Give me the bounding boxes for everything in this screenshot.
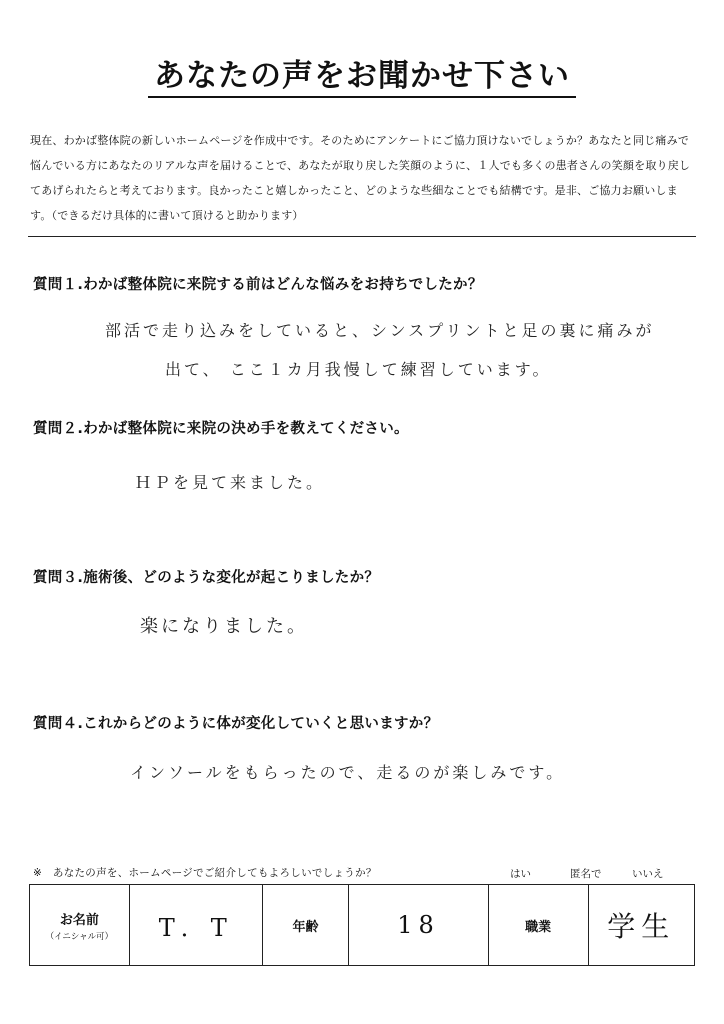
consent-option-yes[interactable]: はい [510,868,531,880]
intro-text: 現在、わかば整体院の新しいホームページを作成中です。そのためにアンケートにご協力頂けないでしょうか？あなたと同じ痛みで悩んでいる方にあなたのリアルな声を届けることで、あなたが取り戻した笑顔のように、１人でも多くの患者さんの笑顔を取り戻してあげられたらと考えております。良かったこと嬉しかったこと、どのような些細なことでも結構です。是非、ご協力お願いします。（できるだけ具体的に書いて頂けると助かります） [30,134,691,222]
age-value: 18 [397,911,440,939]
job-label-cell [488,885,588,966]
divider [28,236,696,237]
job-value: 学生 [607,910,676,943]
question-3-answer: 楽になりました。 [140,616,308,637]
question-1-answer-line-2: 出て、 ここ１カ月我慢して練習しています。 [165,360,552,379]
question-2-answer: ＨＰを見て来ました。 [135,473,326,492]
consent-option-no[interactable]: いいえ [632,868,664,880]
age-value-cell[interactable] [349,885,488,966]
age-label-cell [262,885,349,966]
name-value-cell[interactable] [129,885,262,966]
job-label: 職業 [525,919,552,935]
age-label: 年齢 [292,919,319,935]
consent-note: ※ あなたの声を、ホームページでご紹介してもよろしいでしょうか？ [33,867,377,879]
name-label: お名前 [59,912,99,928]
job-value-cell[interactable] [588,885,694,966]
name-sub-label: （イニシャル可） [45,931,114,942]
question-3-label: 質問３.施術後、どのような変化が起こりましたか？ [33,570,380,586]
consent-option-anonymous[interactable]: 匿名で [570,868,602,880]
respondent-info-table [29,884,695,966]
question-1-answer-line-1: 部活で走り込みをしていると、シンスプリントと足の裏に痛みが [105,321,655,340]
question-4-label: 質問４.これからどのように体が変化していくと思いますか？ [33,716,439,732]
question-4-answer: インソールをもらったので、走るのが楽しみです。 [130,763,566,782]
name-label-cell [30,885,130,966]
question-2-label: 質問２.わかば整体院に来院の決め手を教えてください。 [33,421,409,437]
question-1-label: 質問１.わかば整体院に来院する前はどんな悩みをお持ちでしたか？ [33,277,483,293]
name-value: T．T [158,913,233,942]
page-title: あなたの声をお聞かせ下さい [0,50,724,95]
